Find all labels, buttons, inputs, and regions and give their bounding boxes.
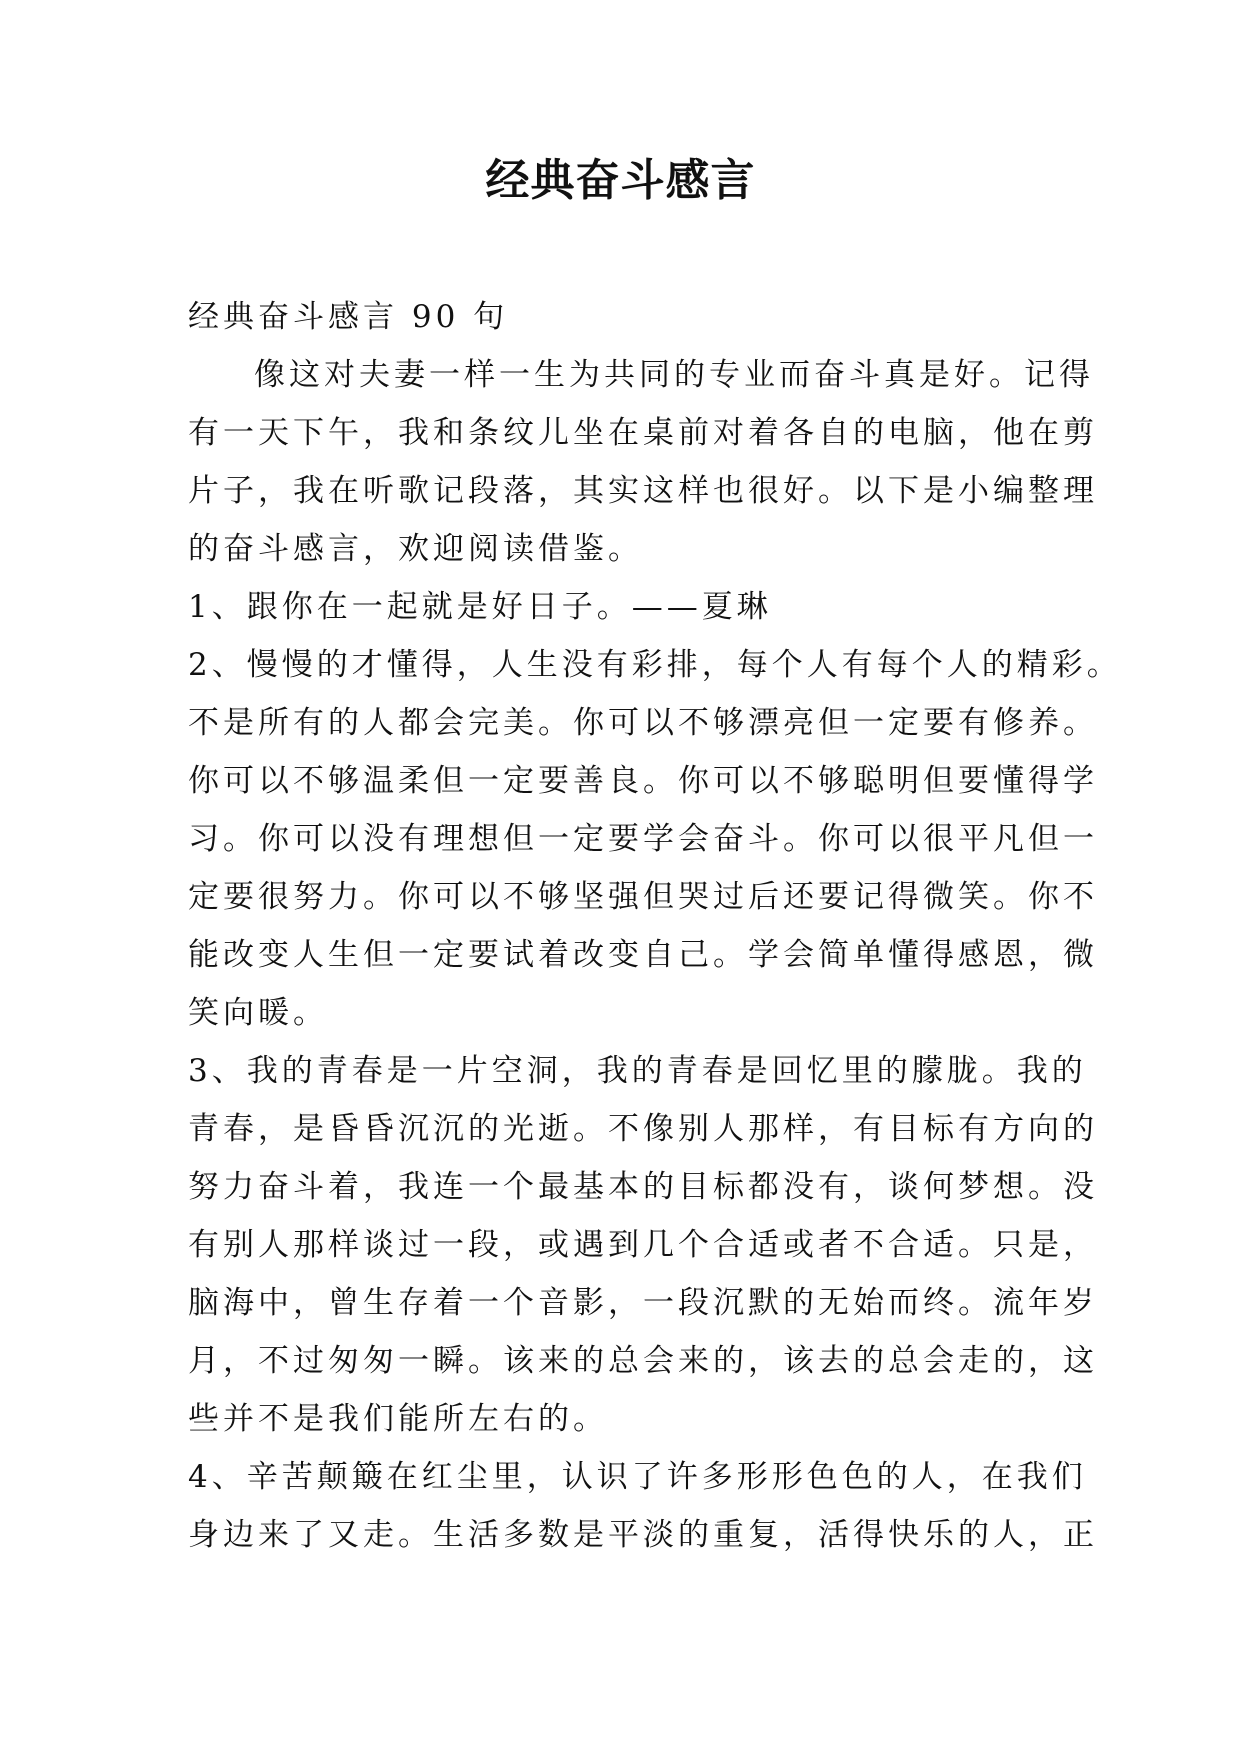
quote-item-line: 2、慢慢的才懂得，人生没有彩排，每个人有每个人的精彩。 — [188, 647, 1122, 683]
quote-item-line: 些并不是我们能所左右的。 — [188, 1401, 608, 1437]
document-subtitle: 经典奋斗感言 90 句 — [188, 299, 509, 335]
quote-item-line: 有别人那样谈过一段，或遇到几个合适或者不合适。只是， — [188, 1227, 1098, 1263]
paragraph-line: 的奋斗感言，欢迎阅读借鉴。 — [188, 531, 643, 567]
paragraph-line: 片子，我在听歌记段落，其实这样也很好。以下是小编整理 — [188, 473, 1098, 509]
quote-item-line: 青春，是昏昏沉沉的光逝。不像别人那样，有目标有方向的 — [188, 1111, 1098, 1147]
quote-item-line: 月，不过匆匆一瞬。该来的总会来的，该去的总会走的，这 — [188, 1343, 1098, 1379]
quote-item-line: 能改变人生但一定要试着改变自己。学会简单懂得感恩，微 — [188, 937, 1098, 973]
document-body — [188, 288, 1122, 1564]
document-title: 经典奋斗感言 — [485, 155, 756, 206]
quote-item-line: 你可以不够温柔但一定要善良。你可以不够聪明但要懂得学 — [188, 763, 1098, 799]
paragraph-line: 有一天下午，我和条纹儿坐在桌前对着各自的电脑，他在剪 — [188, 415, 1098, 451]
quote-item-line: 不是所有的人都会完美。你可以不够漂亮但一定要有修养。 — [188, 705, 1098, 741]
quote-item-line: 1、跟你在一起就是好日子。——夏琳 — [188, 589, 772, 625]
quote-item-line: 身边来了又走。生活多数是平淡的重复，活得快乐的人，正 — [188, 1517, 1098, 1553]
quote-item-line: 笑向暖。 — [188, 995, 328, 1031]
quote-item-line: 努力奋斗着，我连一个最基本的目标都没有，谈何梦想。没 — [188, 1169, 1098, 1205]
quote-item-line: 4、辛苦颠簸在红尘里，认识了许多形形色色的人，在我们 — [188, 1459, 1087, 1495]
paragraph-line: 像这对夫妻一样一生为共同的专业而奋斗真是好。记得 — [254, 357, 1094, 393]
quote-item-line: 习。你可以没有理想但一定要学会奋斗。你可以很平凡但一 — [188, 821, 1098, 857]
quote-item-line: 定要很努力。你可以不够坚强但哭过后还要记得微笑。你不 — [188, 879, 1098, 915]
quote-item-line: 3、我的青春是一片空洞，我的青春是回忆里的朦胧。我的 — [188, 1053, 1087, 1089]
quote-item-line: 脑海中，曾生存着一个音影，一段沉默的无始而终。流年岁 — [188, 1285, 1098, 1321]
